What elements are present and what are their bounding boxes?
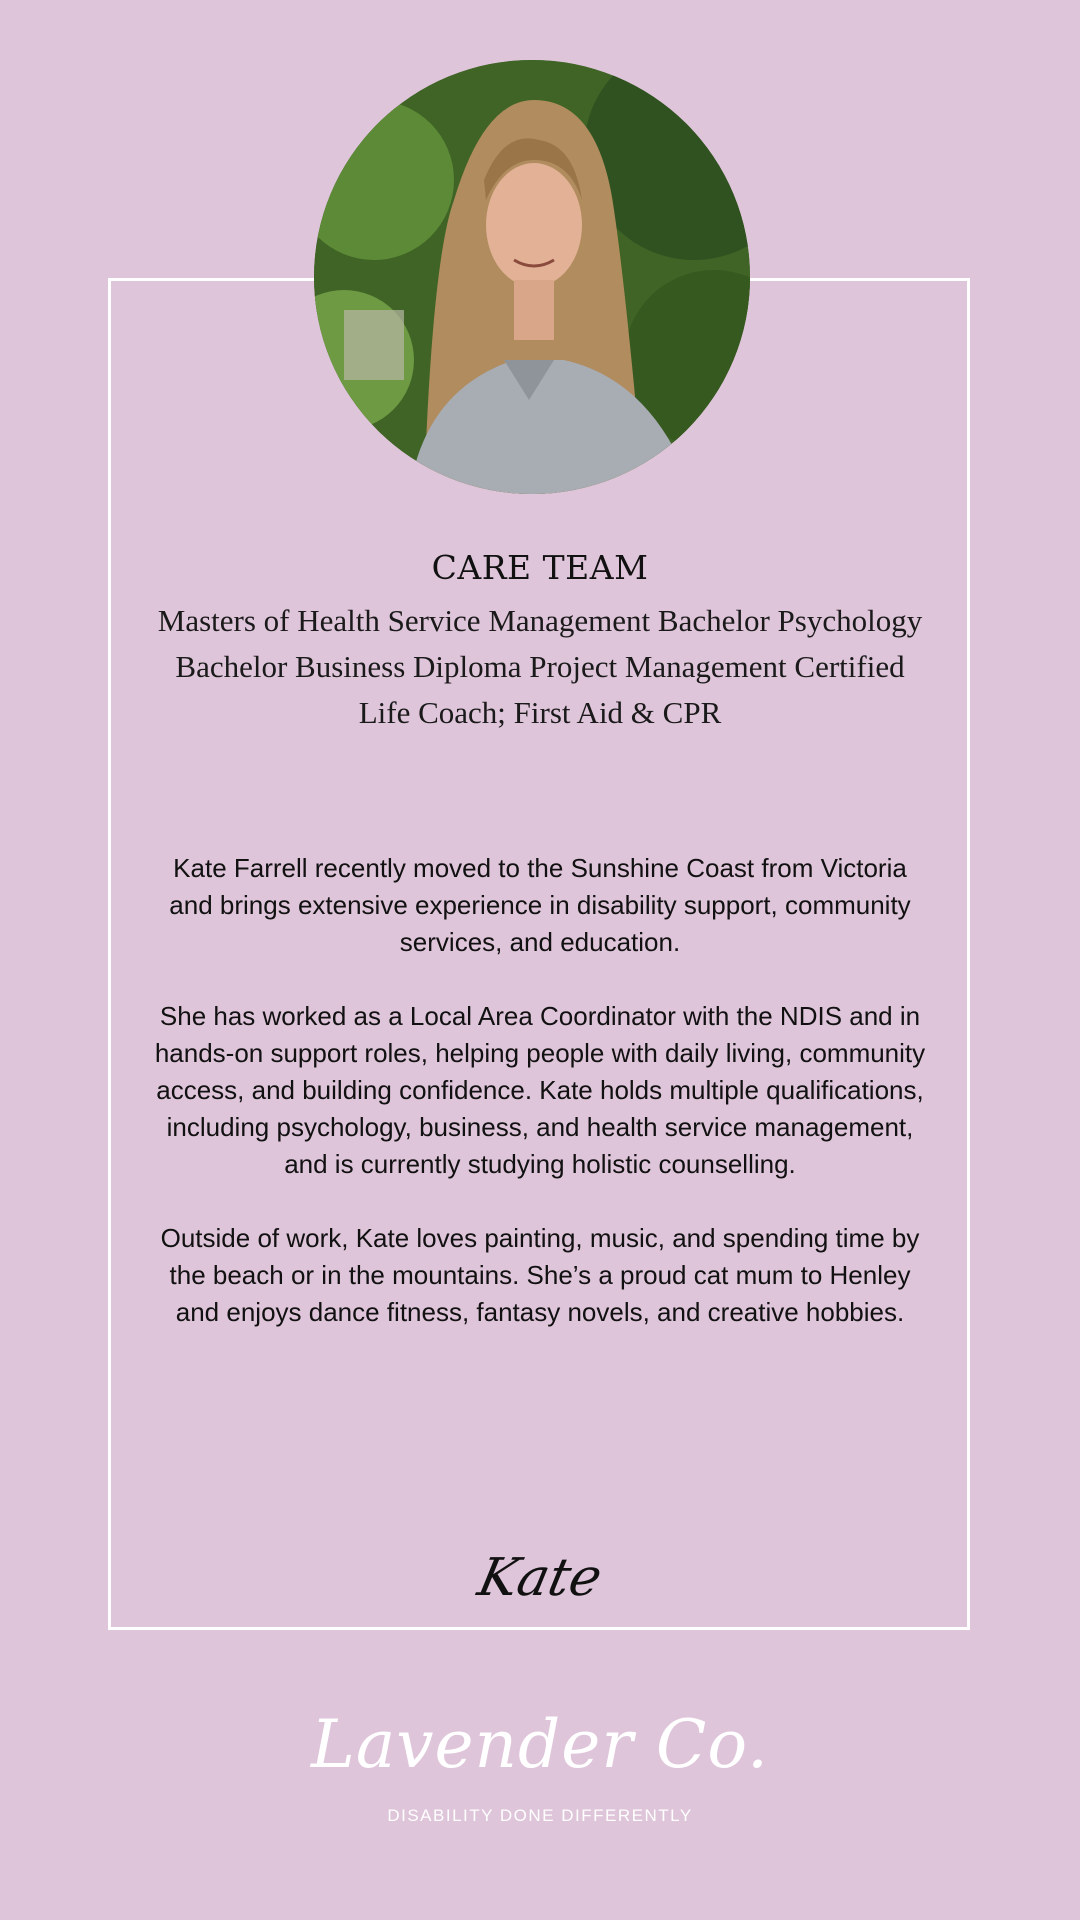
bio-paragraph: Kate Farrell recently moved to the Sunshine Coast from Victoria and brings extensive experience in disability support, community services, and education. [169,853,911,957]
qualifications-text: Masters of Health Service Management Bachelor Psychology Bachelor Business Diploma Project Management Certified Life Coach; First Aid & CPR [157,603,923,730]
bio-paragraph: Outside of work, Kate loves painting, music, and spending time by the beach or in the mountains. She’s a proud cat mum to Henley and enjoys dance fitness, fantasy novels, and creative hobbies. [160,1223,920,1327]
profile-photo [314,60,750,494]
bio-paragraph: She has worked as a Local Area Coordinator with the NDIS and in hands-on support roles, helping people with daily living, community access, and building confidence. Kate holds multiple qualifications, including psychology, business, and health service management, and is currently studying holistic counselling. [154,1001,926,1179]
brand-tagline: DISABILITY DONE DIFFERENTLY [387,1806,693,1825]
signature: Kate [472,1548,608,1608]
role-title: CARE TEAM [431,548,649,587]
brand-logo: Lavender Co. [311,1706,769,1783]
bio-section [150,850,930,1368]
